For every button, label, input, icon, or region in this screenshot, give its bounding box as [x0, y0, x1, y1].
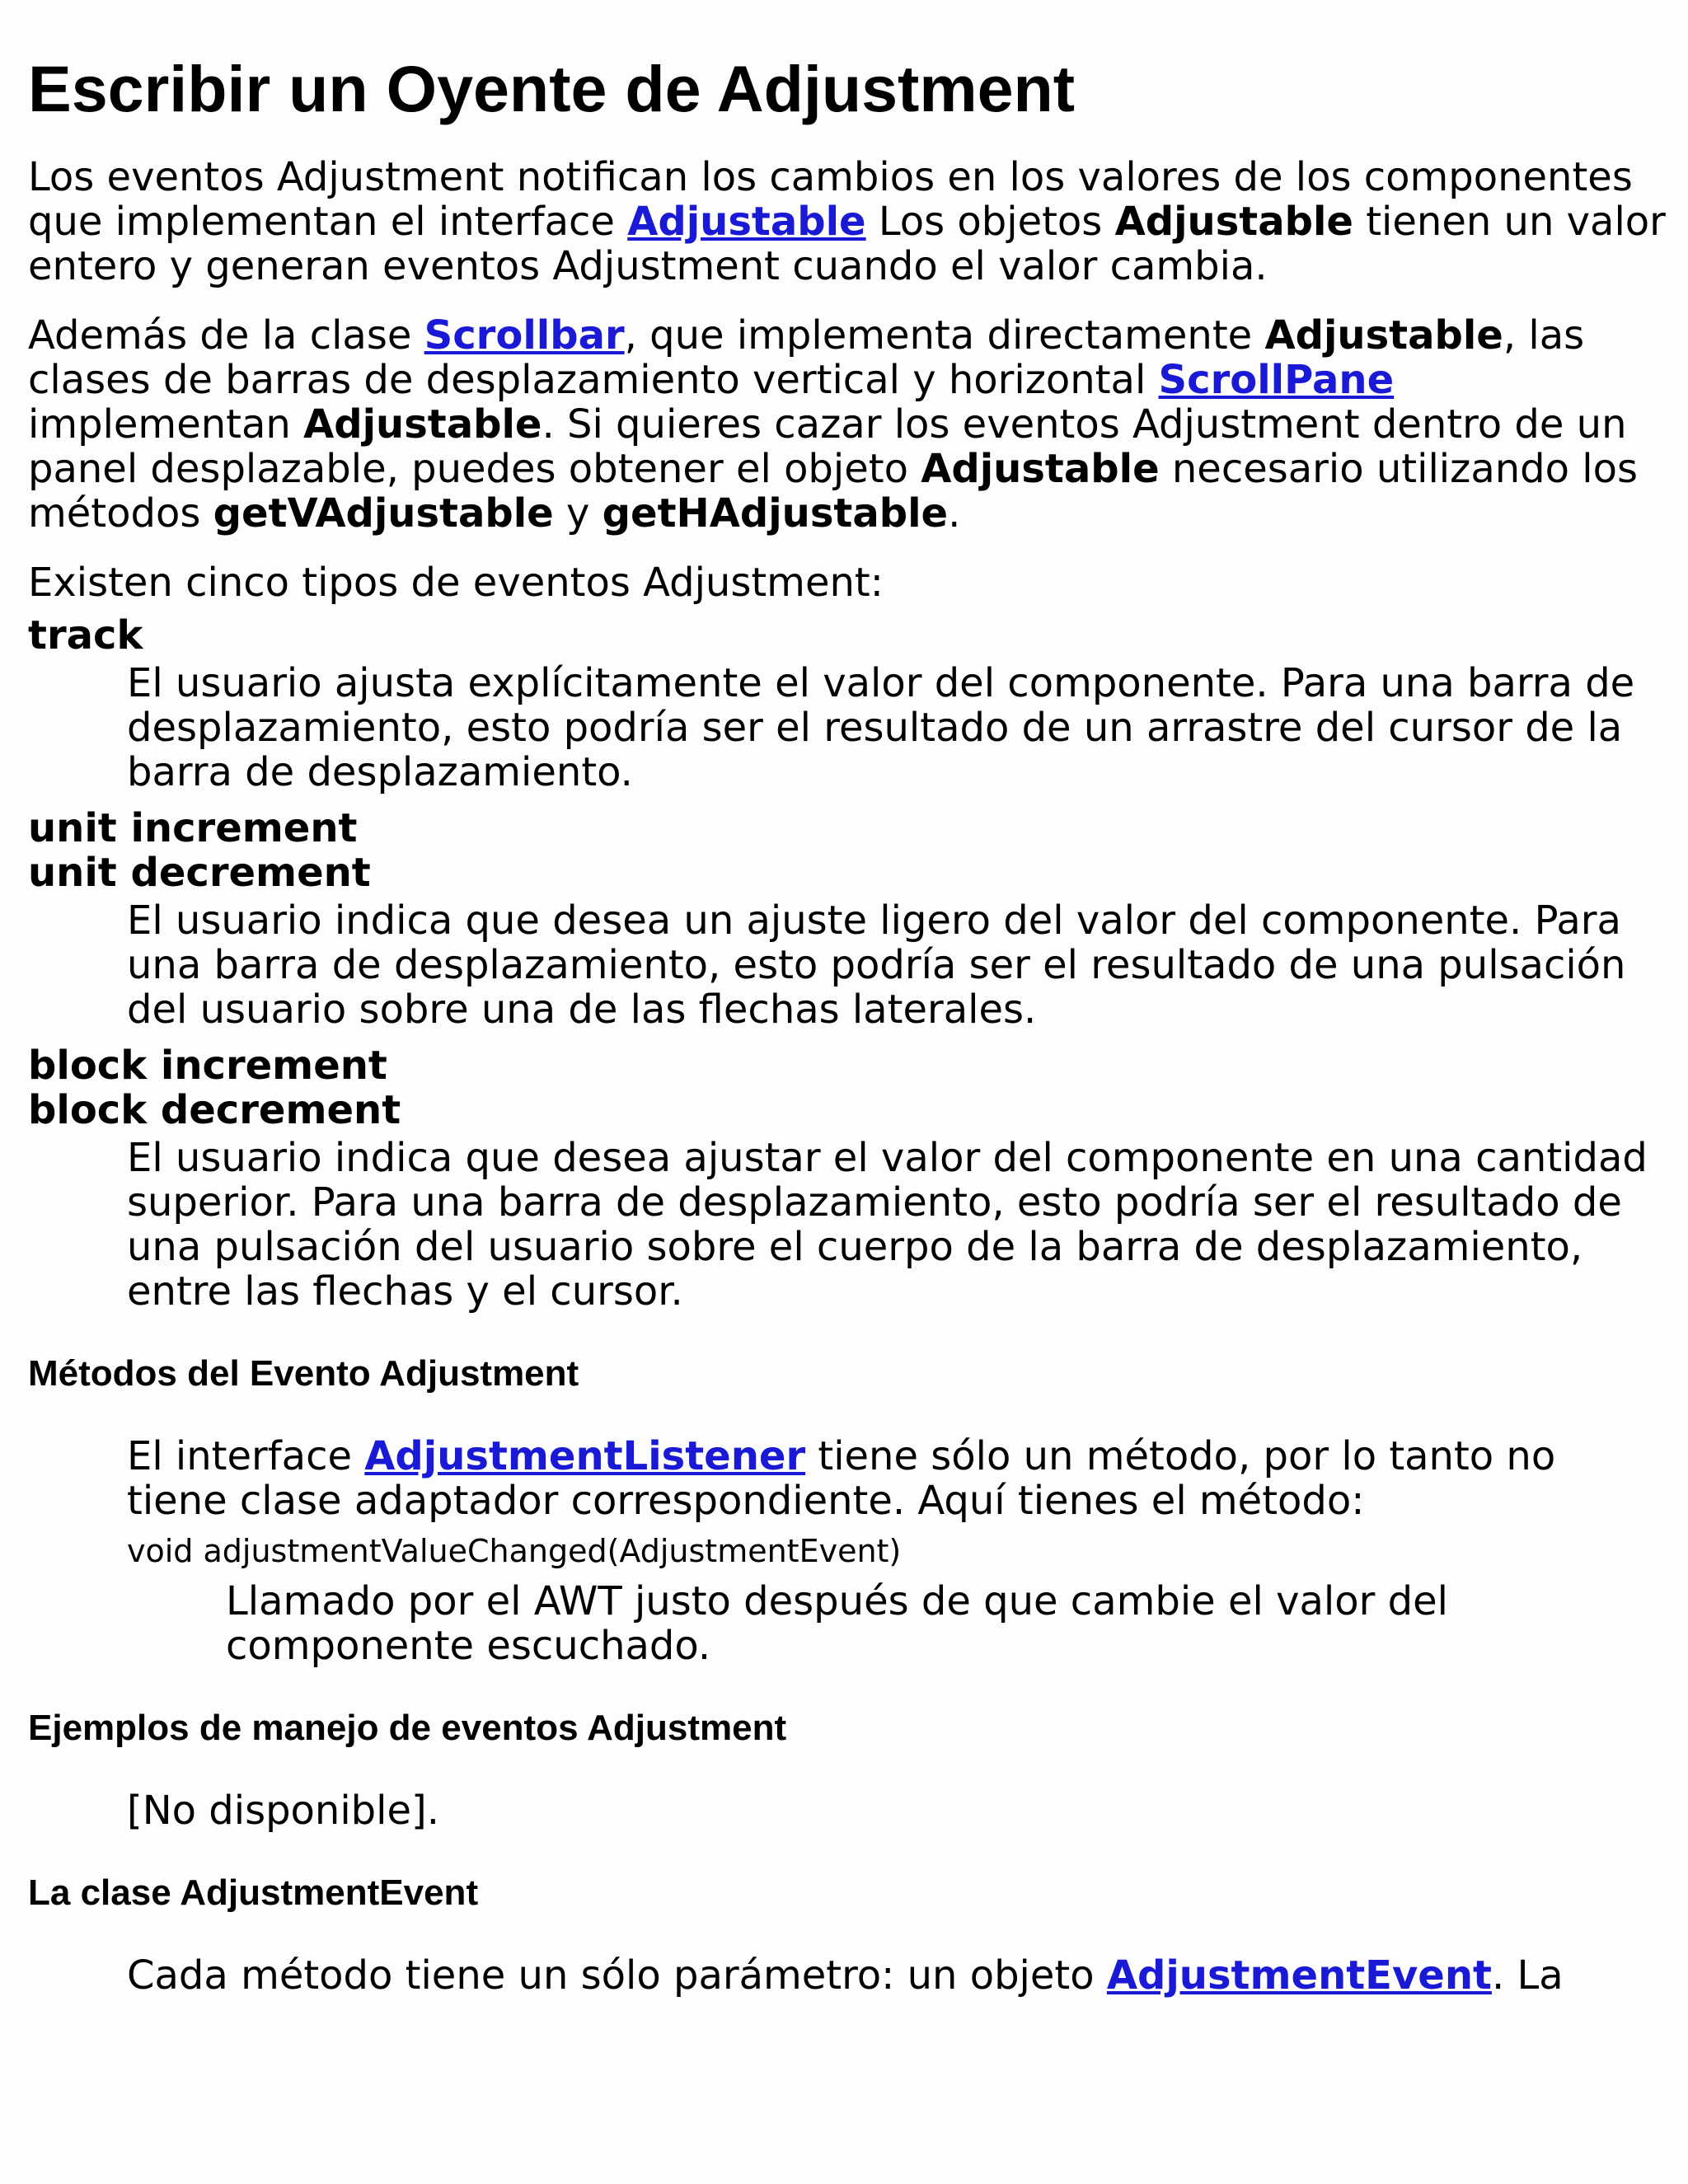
scrollpane-link[interactable]: ScrollPane [1158, 357, 1395, 403]
term-track: track [28, 612, 143, 658]
intro-paragraph-1 [28, 155, 1668, 288]
term-block-decrement: block decrement [28, 1087, 401, 1133]
bold-method: getHAdjustable [602, 490, 949, 537]
term-block-increment: block increment [28, 1043, 387, 1089]
text-span: El interface [127, 1433, 365, 1479]
text-span: . Si quieres cazar los eventos Adjustment dentro de un panel desplazable, puedes obtener el objeto [28, 401, 1627, 492]
text-span: , que implementa directamente [624, 312, 1265, 359]
text-span: tienen un valor entero y generan eventos Adjustment cuando el valor cambia. [28, 199, 1666, 289]
text-span: Los objetos [865, 199, 1115, 245]
bold-term: Adjustable [1264, 312, 1503, 359]
text-span: implementan [28, 401, 304, 448]
class-paragraph [127, 1953, 1668, 1998]
text-span: Además de la clase [28, 312, 424, 359]
method-signature: void adjustmentValueChanged(AdjustmentEvent) [127, 1533, 902, 1569]
text-span: . La [1491, 1952, 1564, 1999]
bold-term: Adjustable [1114, 199, 1353, 245]
adjustmentevent-link[interactable]: AdjustmentEvent [1106, 1952, 1492, 1999]
intro-paragraph-2 [28, 313, 1668, 536]
term-unit-decrement: unit decrement [28, 850, 371, 896]
event-types-intro: Existen cinco tipos de eventos Adjustment: [28, 560, 884, 606]
text-span: Los eventos Adjustment notifican los cambios en los valores de los componentes que implementan el interface [28, 154, 1633, 245]
examples-text: [No disponible]. [127, 1788, 439, 1834]
event-types-list [28, 613, 1668, 1314]
description-unit: El usuario indica que desea un ajuste ligero del valor del componente. Para una barra de desplazamiento, esto podría ser el resultado de una pulsación del usuario sobre una de las flechas laterales. [127, 898, 1626, 1033]
adjustmentlistener-link[interactable]: AdjustmentListener [364, 1433, 806, 1479]
bold-method: getVAdjustable [213, 490, 554, 537]
methods-heading: Métodos del Evento Adjustment [28, 1353, 579, 1394]
term-unit-increment: unit increment [28, 805, 358, 851]
bold-term: Adjustable [303, 401, 542, 448]
adjustable-link[interactable]: Adjustable [627, 199, 866, 245]
text-span: , las clases de barras de desplazamiento vertical y horizontal [28, 312, 1585, 403]
text-span: . [948, 490, 961, 537]
text-span: y [553, 490, 603, 537]
document-page [28, 51, 1668, 1998]
method-description: Llamado por el AWT justo después de que cambie el valor del componente escuchado. [226, 1578, 1448, 1669]
text-span: Cada método tiene un sólo parámetro: un objeto [127, 1952, 1107, 1999]
examples-heading: Ejemplos de manejo de eventos Adjustment [28, 1708, 787, 1748]
description-track: El usuario ajusta explícitamente el valor del componente. Para una barra de desplazamiento, esto podría ser el resultado de un arrastre del cursor de la barra de desplazamiento. [127, 660, 1635, 795]
bold-term: Adjustable [921, 446, 1160, 492]
class-heading: La clase AdjustmentEvent [28, 1872, 479, 1913]
description-block: El usuario indica que desea ajustar el valor del componente en una cantidad superior. Para una barra de desplazamiento, esto podría ser el resultado de una pulsación del usuario sobre el cuerpo de la barra de desplazamiento, entre las flechas y el cursor. [127, 1135, 1648, 1315]
methods-paragraph [127, 1434, 1668, 1523]
text-span: necesario utilizando los métodos [28, 446, 1638, 537]
text-span: tiene sólo un método, por lo tanto no tiene clase adaptador correspondiente. Aquí tienes el método: [127, 1433, 1556, 1524]
scrollbar-link[interactable]: Scrollbar [424, 312, 625, 359]
page-title: Escribir un Oyente de Adjustment [28, 52, 1076, 125]
